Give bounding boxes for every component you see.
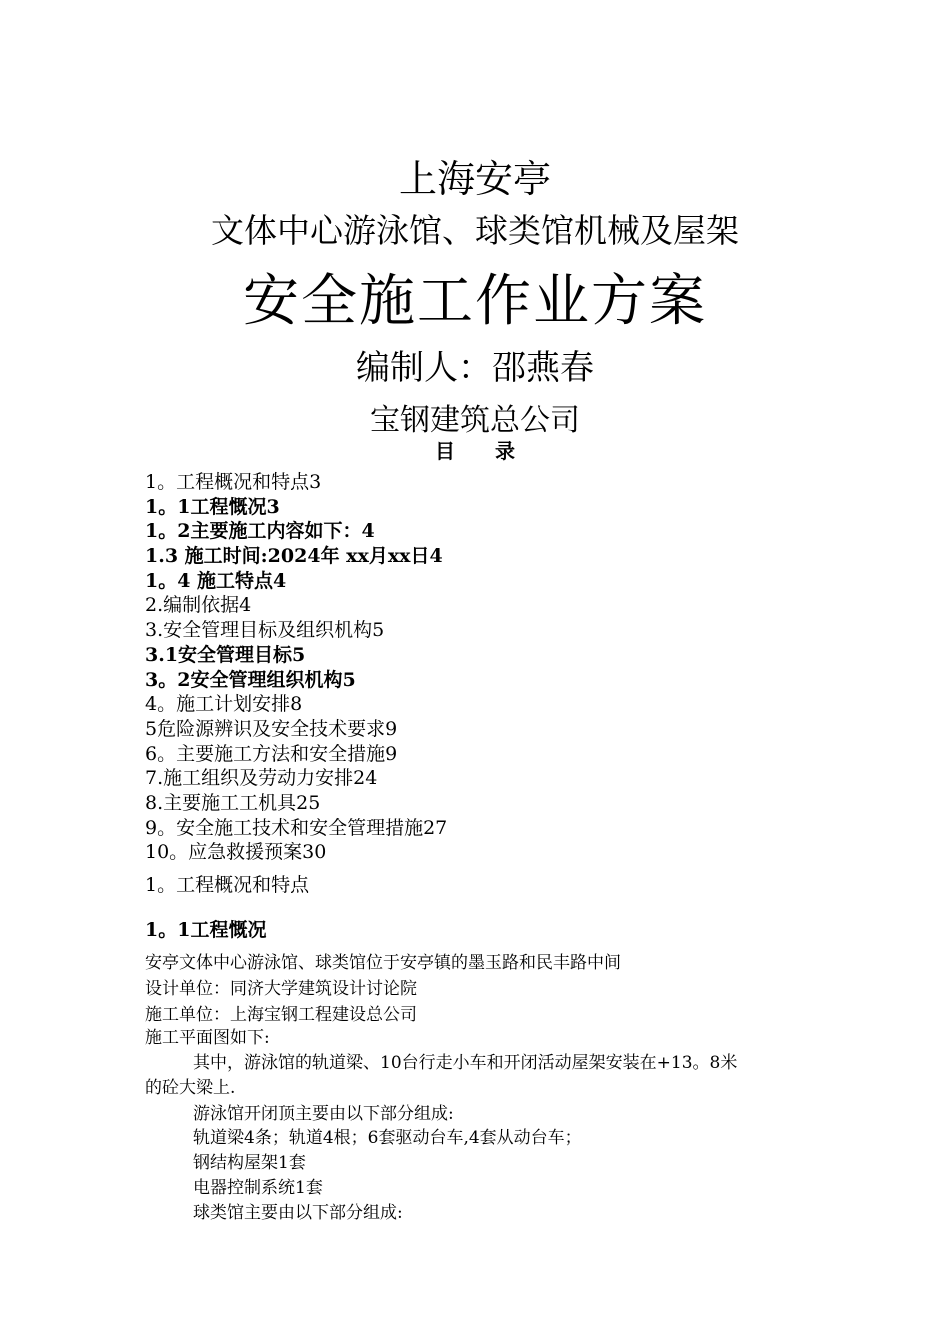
toc-entry[interactable]: 1。2主要施工内容如下：4	[145, 520, 375, 543]
toc-entry[interactable]: 10。应急救援预案30	[145, 841, 327, 864]
paragraph: 施工平面图如下:	[145, 1028, 270, 1048]
toc-entry[interactable]: 9。安全施工技术和安全管理措施27	[145, 816, 448, 839]
cover-title-project: 文体中心游泳馆、球类馆机械及屋架	[211, 211, 739, 250]
toc-entry[interactable]: 7.施工组织及劳动力安排24	[145, 767, 378, 790]
toc-entry[interactable]: 2.编制依据4	[145, 594, 252, 617]
cover-title-main: 安全施工作业方案	[243, 269, 707, 334]
toc-entry[interactable]: 1。工程概况和特点3	[145, 471, 322, 493]
paragraph: 的砼大梁上.	[145, 1078, 236, 1098]
paragraph: 施工单位：上海宝钢工程建设总公司	[145, 1005, 417, 1025]
paragraph: 球类馆主要由以下部分组成:	[193, 1203, 403, 1223]
toc-entry[interactable]: 8.主要施工工机具25	[145, 791, 321, 814]
cover-title-location: 上海安亭	[398, 157, 551, 201]
toc-entry[interactable]: 1。1工程慨况3	[145, 495, 280, 518]
paragraph: 设计单位：同济大学建筑设计讨论院	[145, 979, 417, 999]
cover-company: 宝钢建筑总公司	[370, 403, 580, 438]
paragraph: 轨道梁4条；轨道4根；6套驱动台车,4套从动台车；	[193, 1128, 582, 1148]
subsection-heading: 1。1工程慨况	[145, 919, 267, 941]
table-of-contents	[145, 470, 447, 865]
paragraph: 游泳馆开闭顶主要由以下部分组成:	[193, 1104, 454, 1124]
paragraph: 电器控制系统1套	[193, 1178, 323, 1198]
toc-entry[interactable]: 1.3 施工时间:2024年 xx月xx日4	[145, 545, 443, 568]
toc-entry[interactable]: 4。施工计划安排8	[145, 693, 303, 716]
toc-entry[interactable]: 1。4 施工特点4	[145, 569, 287, 592]
cover-author: 编制人：邵燕春	[356, 348, 594, 388]
section-heading: 1。工程概况和特点	[145, 874, 310, 896]
toc-entry[interactable]: 3.安全管理目标及组织机构5	[145, 619, 385, 642]
toc-entry[interactable]: 3。2安全管理组织机构5	[145, 668, 356, 691]
paragraph: 安亭文体中心游泳馆、球类馆位于安亭镇的墨玉路和民丰路中间	[145, 953, 621, 973]
toc-entry[interactable]: 5危险源辨识及安全技术要求9	[145, 717, 398, 740]
paragraph: 钢结构屋架1套	[193, 1153, 306, 1173]
toc-entry[interactable]: 3.1安全管理目标5	[145, 643, 306, 666]
toc-entry[interactable]: 6。主要施工方法和安全措施9	[145, 742, 398, 765]
toc-heading: 目录	[435, 439, 555, 463]
paragraph: 其中，游泳馆的轨道梁、10台行走小车和开闭活动屋架安装在+13。8米	[193, 1053, 738, 1073]
